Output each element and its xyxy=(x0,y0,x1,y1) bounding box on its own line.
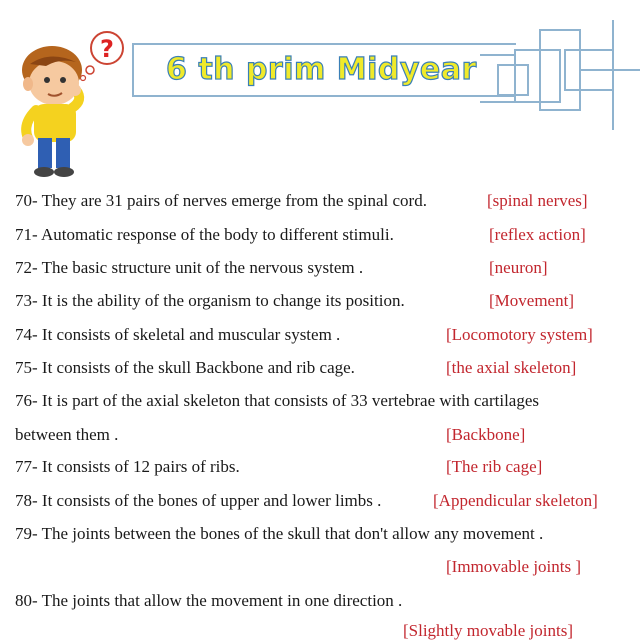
question-text: 73- It is the ability of the organism to change its position. xyxy=(15,291,405,310)
answer-text: [The rib cage] xyxy=(446,457,543,476)
question-text: 71- Automatic response of the body to different stimuli. xyxy=(15,225,394,244)
question-text: 72- The basic structure unit of the nervous system . xyxy=(15,258,364,277)
answer-text: [spinal nerves] xyxy=(487,191,588,210)
question-text: 70- They are 31 pairs of nerves emerge from the spinal cord. xyxy=(15,191,427,210)
answer-text: [Appendicular skeleton] xyxy=(433,491,598,510)
question-mark-icon: ? xyxy=(100,35,114,63)
question-text: 75- It consists of the skull Backbone and rib cage. xyxy=(15,358,355,377)
question-text: 74- It consists of skeletal and muscular system . xyxy=(15,325,341,344)
page-title: 6 th prim Midyear xyxy=(166,52,477,87)
question-text: 79- The joints between the bones of the skull that don't allow any movement . xyxy=(15,524,544,543)
answer-text: [Slightly movable joints] xyxy=(403,621,573,640)
question-text: 77- It consists of 12 pairs of ribs. xyxy=(15,457,240,476)
question-text-continued: between them . xyxy=(15,425,119,444)
answer-text: [Backbone] xyxy=(446,425,526,444)
question-text: 78- It consists of the bones of upper and lower limbs . xyxy=(15,491,382,510)
question-text: 76- It is part of the axial skeleton that consists of 33 vertebrae with cartilages xyxy=(15,391,540,410)
answer-text: [reflex action] xyxy=(489,225,586,244)
answer-text: [Movement] xyxy=(489,291,574,310)
question-text: 80- The joints that allow the movement in one direction . xyxy=(15,591,403,610)
thinking-boy-illustration xyxy=(10,28,135,178)
header xyxy=(0,0,640,175)
decorative-grid-lines xyxy=(480,20,640,130)
answer-text: [the axial skeleton] xyxy=(446,358,577,377)
answer-text: [Immovable joints ] xyxy=(446,557,582,576)
answer-text: [Locomotory system] xyxy=(446,325,593,344)
answer-text: [neuron] xyxy=(489,258,548,277)
